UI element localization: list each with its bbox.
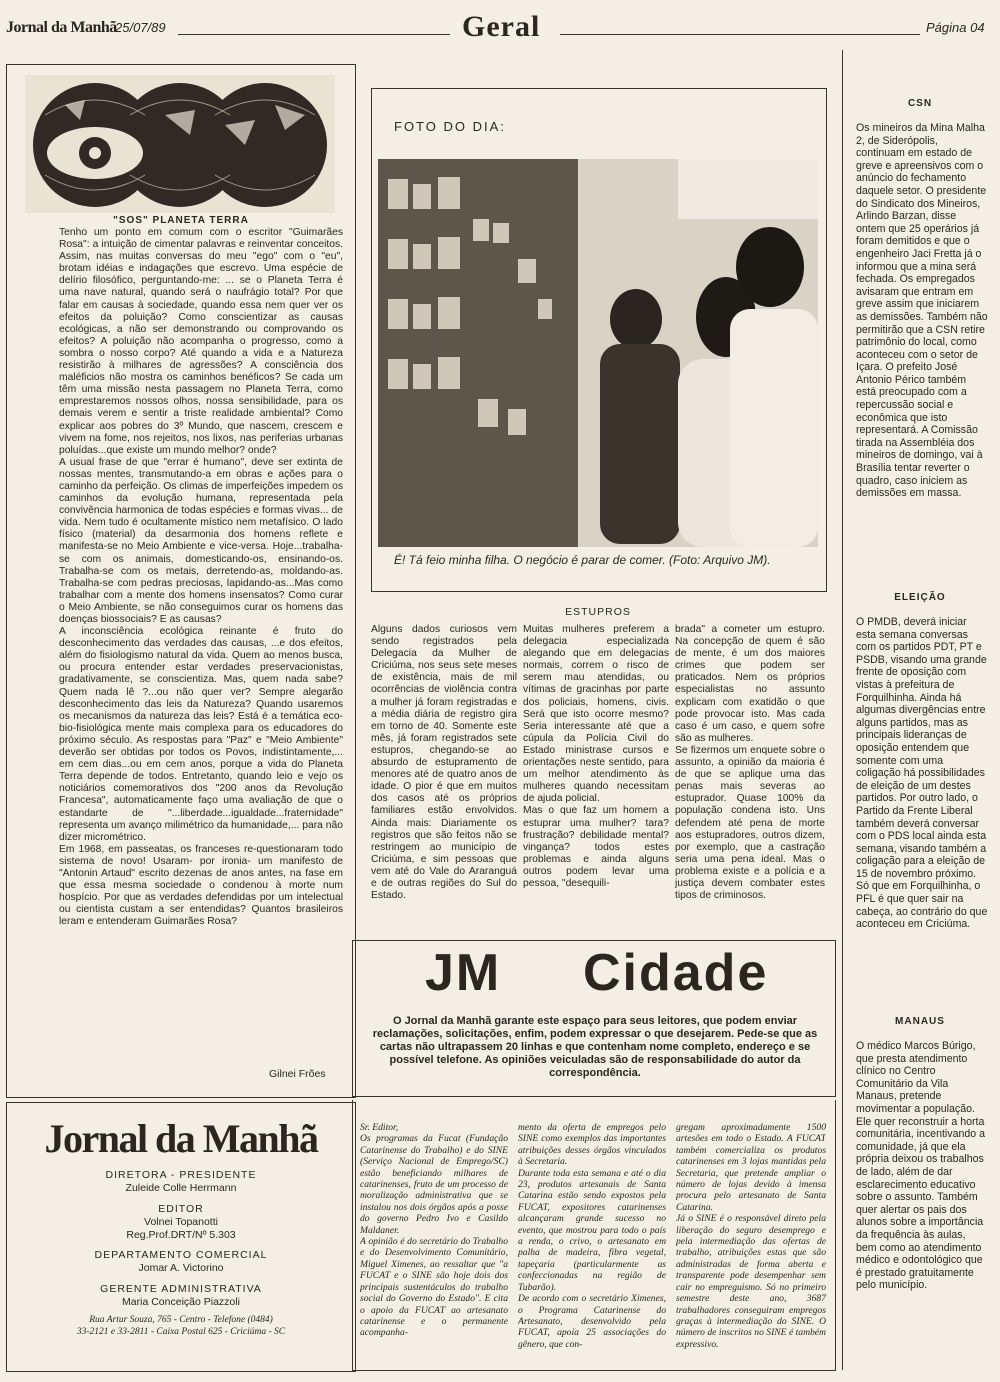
left-article-title: "SOS" PLANETA TERRA <box>113 215 249 226</box>
expediente-box <box>6 1102 356 1372</box>
left-article-author: Gilnei Frões <box>269 1068 326 1080</box>
estupros-column-3: brada" a cometer um estupro. Na concepção de quem é são de mente, é um dos maiores crimes que podem ser praticados. Nem os próprios especialistas no assunto explicam com exatidão o que pode provocar isto. Mas cada caso é um caso, e quem sofre são as mulheres. Se fizermos um enquete sobre o assunto, a opinião da maioria é de que se aplique uma das penas mais severas ao estuprador. Quase 100% da população condena isto. Uns defendem até pena de morte aos estupradores, outros dizem, por exemplo, que a castração seria uma pena ideal. Mas o problema existe e a polícia e a justiça devem combater estes tipos de criminosos. <box>675 624 825 902</box>
letter-column-1: Sr. Editor, Os programas da Fucat (Fundação Catarinense do Trabalho) e do SINE (Serviço Nacional de Emprego/SC) estão beneficiando milhares de catarinenses, fruto de um processo de moralização administrativa que se instalou nos dois órgãos após a posse do governo Pedro Ivo e Casildo Maldaner. A opinião é do secretário do Trabalho e do Desenvolvimento Comunitário, Miguel Ximenes, ao ressaltar que "a FUCAT e o SINE são hoje dois dos principais sustentáculos do trabalho social do Governo do Estado". E cita o apoio da FUCAT ao artesanato catarinense e o permanente acompanha- <box>360 1122 508 1339</box>
manaus-body: O médico Marcos Búrigo, que presta atendimento clínico no Centro Comunitário da Vila Manaus, pretende movimentar a população. Ele quer reconstruir a horta comunitária, incentivando a comunidade, já que ela própria deixou os trabalhos de lado, além de dar esclarecimento educativo sobre o assunto. Também quer alertar os pais dos alunos sobre a importância da frequência às aulas, bem como ao atendimento médico e odontológico que é prestado gratuitamente pelo município. <box>856 1040 985 1292</box>
expediente-role-editor: EDITOR <box>158 1203 204 1215</box>
eleicao-body: O PMDB, deverá iniciar esta semana conversas com os partidos PDT, PT e PSDB, visando uma grande frente de oposição com vistas à prefeitura de Forquilhinha. Ainda há algumas divergências entre alguns partidos, mas as principais lideranças de oposição entendem que somente com uma coligação há possibilidades de eleição de um destes partidos. Por outro lado, o Partido da Frente Liberal também deverá conversar com o PDS local ainda esta semana, visando também a coligação para a eleição de 15 de novembro próximo. Só que em Forquilhinha, o PFL é que quer sair na cabeça, ao contrário do que aconteceu em Criciúma. <box>856 616 988 931</box>
jm-cidade-title-jm: JM <box>425 944 502 1002</box>
masthead-rule-right <box>560 34 920 35</box>
estupros-column-1: Alguns dados curiosos vem sendo registrados pela Delegacia da Mulher de Criciúma, nos seus sete meses de existência, mais de mil ocorrências de violência contra a mulher já foram registradas e a média diária de registro gira em torno de 40. Somente este mês, já foram registrados sete estupros, chegando-se ao absurdo de estupramento de menores até de quatro anos de idade. O pior é que em muitos dos casos até os próprios familiares estão envolvidos. Ainda mais: Diariamente os registros que são feitos não se restringem ao município de Criciúma, e sim pessoas que vem até do Vale do Araranguá e de outras regiões do Sul do Estado. <box>371 624 517 902</box>
photo-label: FOTO DO DIA: <box>394 119 506 134</box>
expediente-name-editor: Volnei Topanotti <box>144 1216 218 1228</box>
csn-title: CSN <box>907 98 933 109</box>
photo-caption: É! Tá feio minha filha. O negócio é parar de comer. (Foto: Arquivo JM). <box>394 553 771 567</box>
expediente-address-line2: 33-2121 e 33-2811 - Caixa Postal 625 - Criciúma - SC <box>76 1327 286 1337</box>
csn-body: Os mineiros da Mina Malha 2, de Siderópolis, continuam em estado de greve e apreensivos com o anúncio do fechamento daquele setor. O presidente do Sindicato dos Mineiros, Arlindo Barzan, disse ontem que 25 operários já foram demitidos e que o engenheiro Jaci Fretta já o informou que a mina será fechada. Os empregados avisaram que entram em greve assim que iniciarem as demissões. Também não permitirão que a CSN retire patrimônio do local, como aconteceu com o setor de Içara. O prefeito José Antonio Périco também está preocupado com a repercussão social e econômica que isto representará. A Comissão tirada na Assembléia dos mineiros de domingo, vai à Brasília tentar reverter o quadro, caso iniciem as demissões em massa. <box>856 122 988 500</box>
jm-cidade-box <box>352 940 836 1097</box>
masthead-rule-left <box>178 34 450 35</box>
expediente-name-admin: Maria Conceição Piazzoli <box>122 1296 240 1308</box>
right-column-divider <box>842 50 843 1370</box>
estupros-column-2: Muitas mulheres preferem a delegacia especializada alegando que em delegacias normais, correm o risco de serem mau atendidas, ou vítimas de gracinhas por parte dos policiais, homens, civis. Será que isto ocorre mesmo? Seria interessante até que a cúpula da Polícia Civil do Estado ministrase cursos e orientações neste sentido, para um melhor atendimento às mulheres quando necessitam de ajuda policial. Mas o que faz um homem a estuprar uma mulher? tara? frustração? debilidade mental? vingança? todos estes problemas e ainda alguns outros podem levar uma pessoa, "desequili- <box>523 624 669 889</box>
eleicao-title: ELEIÇÃO <box>894 592 946 603</box>
estupros-title: ESTUPROS <box>565 606 631 618</box>
expediente-role-admin: GERENTE ADMINISTRATIVA <box>100 1283 262 1295</box>
expediente-registration: Reg.Prof.DRT/Nº 5.303 <box>126 1229 236 1241</box>
jm-cidade-notice: O Jornal da Manhã garante este espaço para seus leitores, que podem enviar reclamações, solicitações, enfim, podem expressar o que desejarem. Pede-se que as cartas não ultrapassem 20 linhas e que contenham nome completo, endereço e se possível telefone. As opiniões veiculadas são de responsabilidade do autor da correspondência. <box>372 1015 818 1079</box>
manaus-title: MANAUS <box>895 1016 945 1027</box>
expediente-role-director: DIRETORA - PRESIDENTE <box>105 1169 257 1181</box>
letter-column-2: mento da oferta de empregos pelo SINE como exemplos das importantes atribuições desses órgãos vinculados à Secretaria. Durante toda esta semana e até o dia 23, produtos artesanais de Santa Catarina estão sendo expostos pela FUCAT, expositores catarinenses alcançaram grande sucesso no evento, que mostrou para todo o país a renda, o crivo, o artesanato em palha de madeira, fibra vegetal, tapeçaria (particularmente as confeccionadas na região de Tubarão). De acordo com o secretário Ximenes, o Programa Catarinense do Artesanato, desenvolvido pela FUCAT, apoia 25 associações do gênero, que con- <box>518 1122 666 1350</box>
masthead-logo: Jornal da Manhã <box>6 19 117 36</box>
masthead-date: 25/07/89 <box>115 20 166 35</box>
left-article-box <box>6 64 356 1098</box>
expediente-name-director: Zuleide Colle Herrmann <box>125 1182 237 1194</box>
expediente-name-commercial: Jomar A. Victorino <box>138 1262 224 1274</box>
letter-column-3: gregam aproximadamente 1500 artesões em todo o Estado. A FUCAT também comercializa os produtos catarinenses em 3 lojas mantidas pela Secretaria, que pretende ampliar o número de lojas devido à imensa procura pelo artesanato de Santa Catarina. Já o SINE é o responsável direto pela liberação do seguro desemprego e pela intermediação das ofertas de trabalho, atribuições estas que são administradas de forma aberta e transparente pode desempenhar sem cair no empreguismo. Só no primeiro semestre deste ano, 3687 trabalhadores conseguiram empregos graças à intermediação do SINE. O número de inscritos no SINE é também expressivo. <box>676 1122 826 1350</box>
section-title: Geral <box>462 10 541 43</box>
supermarket-photo <box>378 159 818 547</box>
jm-cidade-title-cidade: Cidade <box>583 944 769 1002</box>
page-number: Página 04 <box>926 20 985 35</box>
earth-eye-logo-icon <box>25 75 335 213</box>
expediente-logo: Jornal da Manhã <box>44 1116 318 1161</box>
left-article-body: Tenho um ponto em comum com o escritor "Guimarães Rosa": a intuição de cimentar palavras e reinventar conceitos. Assim, nas muitas conversas do meu "ego" com o "eu", brotam idéias e indagações que escrevo. Uma espécie de delírio filosófico, perguntando-me: ... se o Planeta Terra é uma nave natural, quando será o naufrágio total? Por que falar em causas à sociedade, quando essa nem quer ver os efeitos da poluição? Como conscientizar as causas ecológicas, a não ser demonstrando ou comprovando os efeitos? A poluição não acompanha o progresso, como a sombra o nosso corpo? Até quando a vida e a Natureza resistirão à milhares de agressões? A consciência dos maléficios não mostra os caminhos benéficos? Se cada um têm uma missão nesta passagem no Planeta Terra, como emprestaremos nossos olhos, nossa sensibilidade, para os demais verem e sentir a triste realidade ambiental? Como explicar aos pobres do 3º Mundo, que nascem, crescem e vivem na fome, nos rejeitos, nos lixos, nas periferias urbanas poluídas...que existe um mundo melhor? onde? A usual frase de que "errar é humano", deve ser extinta de nossas mentes, transmutando-a em obras e ações para o caminho da perfeição. Os climas de imperfeições impedem os caminhos da evolução humana, representada pela convivência harmonica de todas espécies e formas vivas... de vida. Nem tudo é ocultamente místico nem metafísico. O lado físico (material) da desarmonia dos homens reflete e manifesta-se no Meio Ambiente e vice-versa. Hoje...trabalha-se com os animais, domesticando-os, ensinando-os. Trabalha-se com os metais, derretendo-as, moldando-as. Trabalha-se com pedras preciosas, lapidando-as...Mas como trabalhar com a mente dos homens insensatos? Como curar o Meio Ambiente, se não conseguimos curar os homens das doenças biossociais? E as causas? A inconsciência ecológica reinante é fruto do desconhecimento das verdades das causas, ...e dos efeitos, além do fisiologismo natural da vida. Quem ao menos busca, ou procura entender estar verdades preservacionistas, gradativamente, se conscientiza. Mas, quem nada sabe? Quem nada lê ?...ou não quer ver? Sempre alegarão desconhecimento das leis da Natureza? Quando usaremos os mecanismos da natureza das leis? Está é a temática eco-bio-fisiológica mente mais complexa para os educadores do próximo século. As respostas para "Paz" e "Meio Ambiente" deverão ser obtidas por todos os Povos, indistintamente,... em cem dias...ou em cem anos, porque a vida do Planeta Terra depende de todos. Entretanto, quando leio e vejo os noticiários comemorativos dos "200 anos da Revolução Francesa", automaticamente faço uma avaliação de que o estandarte de "...liberdade...igualdade...fraternidade" representa um avanço milimétrico da humanidade,... para não dizer micrométrico. Em 1968, em passeatas, os franceses re-questionaram todo sistema de novo! Usaram- por ironia- um manifesto de "Antonin Artaud" escrito dezenas de anos antes, na fase em que essa mesma sociedade o condenou à morte num hospício. Por que as verdades defendidas por um intelectual ou cientista custam a ser entendidas? Quantos brasileiros leram e entenderam Guimarães Rosa? <box>59 227 343 928</box>
expediente-address-line1: Rua Artur Souza, 765 - Centro - Telefone (0484) <box>89 1315 273 1325</box>
photo-of-day-box <box>371 88 827 592</box>
expediente-role-commercial: DEPARTAMENTO COMERCIAL <box>94 1249 268 1261</box>
